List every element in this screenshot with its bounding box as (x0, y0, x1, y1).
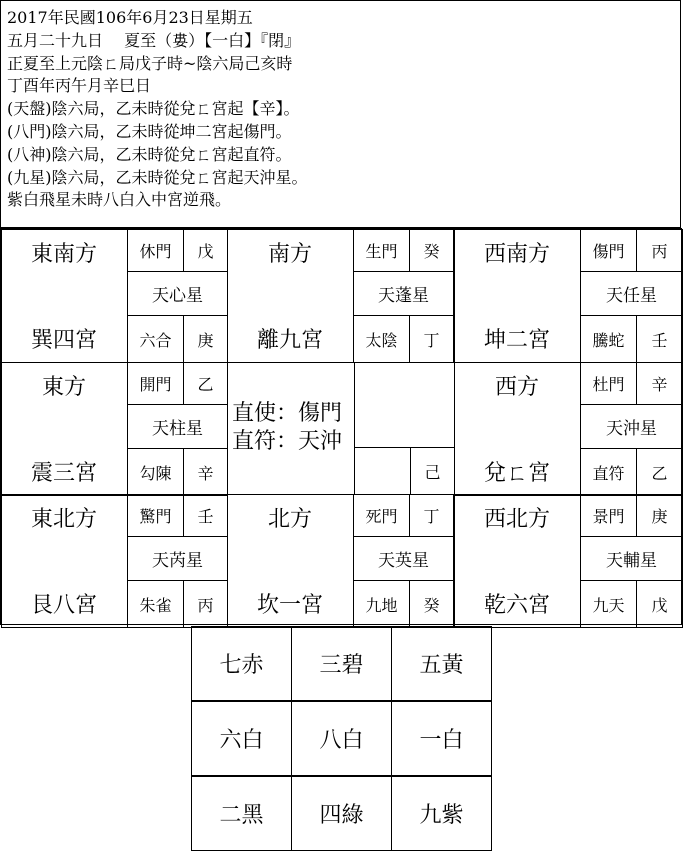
door-stem-cell: 壬 (183, 494, 228, 537)
deity-stem-cell: 癸 (409, 580, 454, 628)
deity-stem-cell: 壬 (636, 315, 683, 363)
deity-cell: 六合 (127, 315, 184, 363)
palace-s (227, 229, 453, 360)
lunar-line: 五月二十九日 夏至（婁）【一白】『閉』 (7, 30, 301, 50)
zibai-line: 紫白飛星未時八白入中宮逆飛。 (7, 190, 232, 210)
zhifu-label: 直符：天沖 (232, 429, 343, 454)
ganzhi-line: 丁酉年丙午月辛巳日 (7, 76, 152, 96)
door-cell: 休門 (127, 229, 184, 272)
zhishi-label: 直使：傷門 (232, 401, 343, 426)
header-info-box (0, 0, 681, 228)
palace-direction: 南方 (267, 242, 312, 267)
door-stem-cell: 庚 (636, 494, 683, 537)
palace-sw (454, 229, 682, 360)
flying-star-cell: 九紫 (391, 776, 492, 851)
palace-direction: 西北方 (483, 507, 550, 532)
palace-n (227, 494, 453, 625)
palace-se (1, 229, 227, 360)
deity-cell: 九天 (580, 580, 637, 628)
palace-w (454, 362, 682, 493)
palace-name: 兌ㄈ宮 (483, 461, 550, 486)
star-cell: 天柱星 (127, 404, 228, 449)
deity-cell: 騰蛇 (580, 315, 637, 363)
door-cell: 開門 (127, 362, 184, 405)
deity-cell: 直符 (580, 448, 637, 496)
palace-name: 震三宮 (30, 461, 97, 486)
jiuxing-line: (九星)陰六局，乙未時從兌ㄈ宮起天沖星。 (7, 167, 308, 187)
palace-name: 乾六宮 (483, 593, 550, 618)
door-stem-cell: 乙 (183, 362, 228, 405)
star-cell: 天蓬星 (353, 271, 454, 316)
palace-name: 坤二宮 (483, 328, 550, 353)
door-stem-cell: 丁 (409, 494, 454, 537)
deity-stem-cell: 丁 (409, 315, 454, 363)
palace-name: 巽四宮 (30, 328, 97, 353)
palace-direction: 東方 (41, 375, 86, 400)
palace-direction: 西方 (494, 375, 539, 400)
palace-name: 坎一宮 (256, 593, 323, 618)
bashen-line: (八神)陰六局，乙未時從兌ㄈ宮起直符。 (7, 144, 292, 164)
flying-star-cell: 二黑 (191, 776, 292, 851)
center-upper-box (354, 362, 455, 448)
deity-cell: 勾陳 (127, 448, 184, 496)
deity-cell: 九地 (353, 580, 410, 628)
deity-stem-cell: 乙 (636, 448, 683, 496)
date-line: 2017年民國106年6月23日星期五 (7, 8, 253, 27)
deity-stem-cell: 戊 (636, 580, 683, 628)
door-stem-cell: 戊 (183, 229, 228, 272)
center-palace-text (232, 400, 342, 456)
center-stem-cell: 己 (410, 447, 455, 495)
flying-star-grid (191, 626, 495, 852)
palace-nw (454, 494, 682, 625)
door-cell: 景門 (580, 494, 637, 537)
star-cell: 天英星 (353, 536, 454, 581)
deity-cell: 太陰 (353, 315, 410, 363)
door-cell: 驚門 (127, 494, 184, 537)
door-stem-cell: 辛 (636, 362, 683, 405)
star-cell: 天心星 (127, 271, 228, 316)
deity-stem-cell: 庚 (183, 315, 228, 363)
palace-direction: 東南方 (30, 242, 97, 267)
palace-name: 艮八宮 (30, 593, 97, 618)
center-lower-left-box (354, 447, 411, 495)
star-cell: 天任星 (580, 271, 683, 316)
flying-star-cell: 七赤 (191, 626, 292, 701)
door-stem-cell: 癸 (409, 229, 454, 272)
flying-star-cell: 八白 (291, 701, 392, 776)
deity-stem-cell: 丙 (183, 580, 228, 628)
flying-star-cell: 四綠 (291, 776, 392, 851)
palace-direction: 東北方 (30, 507, 97, 532)
deity-cell: 朱雀 (127, 580, 184, 628)
palace-ne (1, 494, 227, 625)
palace-name: 離九宮 (256, 328, 323, 353)
ju-line: 正夏至上元陰ㄈ局戊子時~陰六局己亥時 (7, 53, 293, 73)
door-cell: 生門 (353, 229, 410, 272)
door-cell: 傷門 (580, 229, 637, 272)
flying-star-cell: 五黃 (391, 626, 492, 701)
star-cell: 天沖星 (580, 404, 683, 449)
flying-star-cell: 六白 (191, 701, 292, 776)
palace-e (1, 362, 227, 493)
bamen-line: (八門)陰六局，乙未時從坤二宮起傷門。 (7, 121, 292, 141)
palace-direction: 西南方 (483, 242, 550, 267)
palace-direction: 北方 (267, 507, 312, 532)
door-cell: 死門 (353, 494, 410, 537)
star-cell: 天芮星 (127, 536, 228, 581)
door-cell: 杜門 (580, 362, 637, 405)
deity-stem-cell: 辛 (183, 448, 228, 496)
flying-star-cell: 一白 (391, 701, 492, 776)
door-stem-cell: 丙 (636, 229, 683, 272)
star-cell: 天輔星 (580, 536, 683, 581)
tianpan-line: (天盤)陰六局，乙未時從兌ㄈ宮起【辛】。 (7, 99, 300, 119)
flying-star-cell: 三碧 (291, 626, 392, 701)
